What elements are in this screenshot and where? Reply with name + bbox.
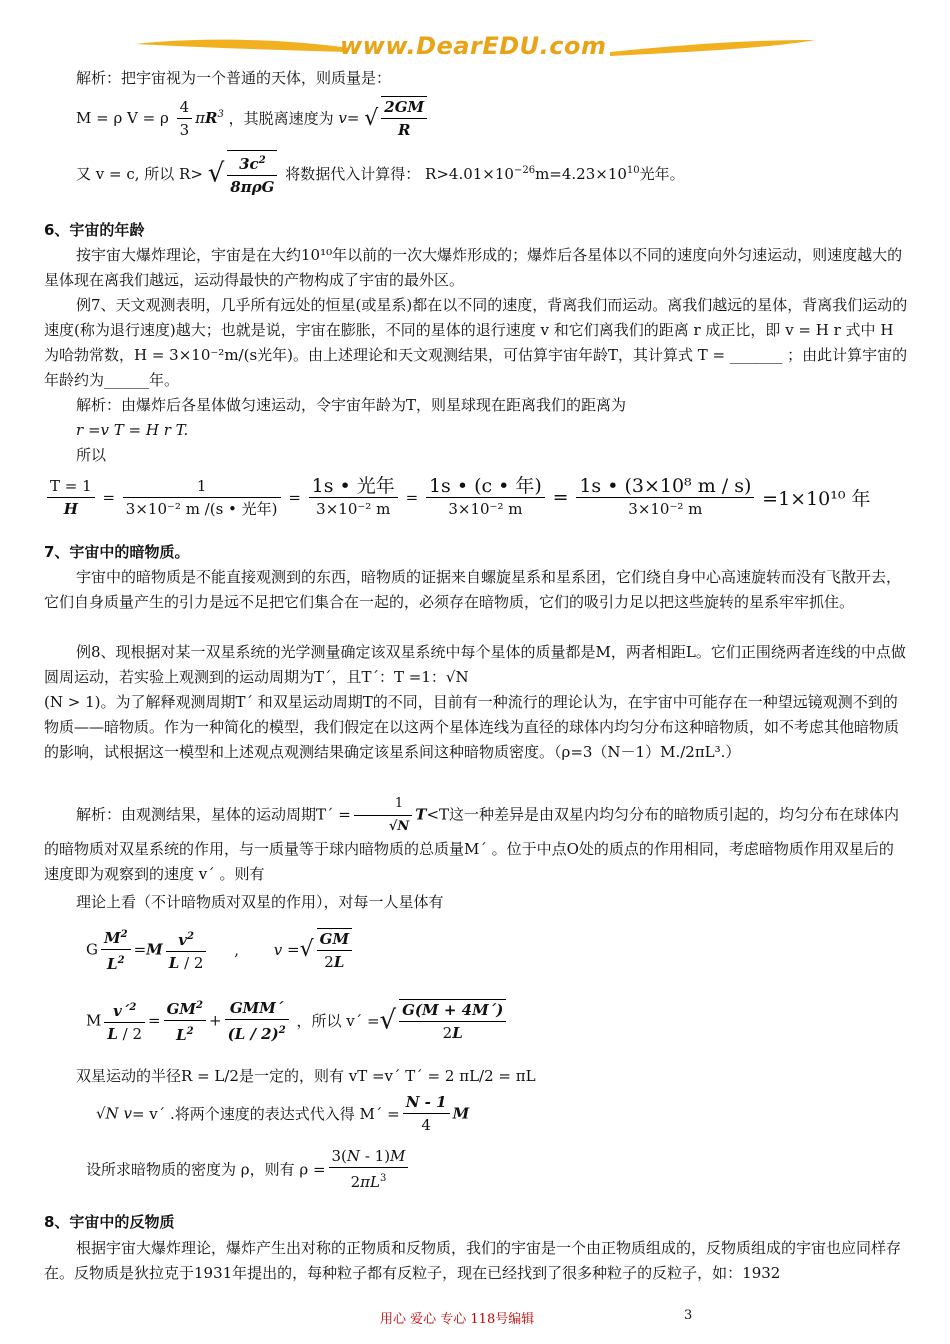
formula-line: r =v T = H r T. <box>76 421 189 439</box>
formula-lead: 又 v = c, 所以 R> <box>76 165 203 183</box>
formula-text: ，其脱离速度为 <box>228 109 334 128</box>
density-text: 设所求暗物质的密度为 ρ，则有 ρ = <box>86 1160 326 1179</box>
result-text-3: 光年。 <box>639 165 685 183</box>
t-frac4-num: 1s • (3×10⁸ m / s) <box>576 476 754 498</box>
analysis-body: <T这一种差异是由双星内均匀分布的暗物质引起的，均匀分布在球体内的暗物质对双星系统的作用，与一质量等于球内暗物质的总质量M´ 。位于中点O处的质点的作用相同，考虑暗物质作用双星后的速度即为观察到的速度 v´ 。则有 <box>44 805 900 883</box>
orbit-equation-1: G $\frac{M^2}{L^2}$ =M $\frac{v^2}{L / 2}$ , v =√ $\frac{GM}{2L}$ <box>86 925 355 975</box>
analysis-text: 解析：由爆炸后各星体做匀速运动，令宇宙年龄为T，则星球现在距离我们的距离为 <box>76 396 627 414</box>
footer-text: 用心 爱心 专心 118号编辑 <box>380 1312 535 1327</box>
t-frac4-den: 3×10⁻² m <box>628 500 703 518</box>
t-result: =1×10¹⁰ 年 <box>762 488 871 510</box>
orbit-equation-2: M $\frac{v´^2}{L / 2}$ = $\frac{GM^2}{L^2}$ + $\frac{\text{GMM´}}{(L / 2)^2}$ ，所以 v´ =√ $\frac{G(M + 4M´)}{2L}$ <box>86 996 509 1050</box>
paragraph: 根据宇宙大爆炸理论，爆炸产生出对称的正物质和反物质，我们的宇宙是一个由正物质组成的，反物质组成的宇宙也应同样存在。反物质是狄拉克于1931年提出的，每种粒子都有反粒子，现在已经找到了很多种粒子的反粒子，如：1932 <box>44 1239 902 1282</box>
radius-text: 双星运动的半径R = L/2是一定的，则有 vT =v´ T´ = 2 πL/2 = πL <box>76 1067 536 1085</box>
section-heading-6: 6、宇宙的年龄 <box>44 221 145 239</box>
theory-text: 理论上看（不计暗物质对双星的作用），对每一人星体有 <box>76 893 444 911</box>
paragraph: 按宇宙大爆炸理论，宇宙是在大约10¹⁰年以前的一次大爆炸形成的；爆炸后各星体以不同的速度向外匀速运动，则速度越大的星体现在离我们越远，运动得最快的产物构成了宇宙的最外区。 <box>44 246 903 289</box>
mass-formula: M = ρ V = ρ $\frac{4}{3}$ $\pi R^3$ ，其脱离速度为 v= √ $\frac{2GM}{R}$ <box>76 96 430 140</box>
example-8: 例8、现根据对某一双星系统的光学测量确定该双星系统中每个星体的质量都是M，两者相距L。它们正围绕两者连线的中点做圆周运动，若实验上观测到的运动周期为T´，且T´：T =1：√N <box>44 643 906 686</box>
density-result: 设所求暗物质的密度为 ρ，则有 ρ = $\frac{3(N - 1)M}{2\pi L^3}$ <box>86 1146 411 1196</box>
header-banner <box>130 30 820 68</box>
t-frac1-num: 1 <box>123 476 281 498</box>
result-text: 将数据代入计算得： R>4.01×10 <box>285 165 514 183</box>
section-heading-8: 8、宇宙中的反物质 <box>44 1213 175 1231</box>
example-7: 例7、天文观测表明，几乎所有远处的恒星(或星系)都在以不同的速度，背离我们而运动。离我们越远的星体，背离我们运动的速度(称为退行速度)越大；也就是说，宇宙在膨胀，不同的星体的退行速度 v 和它们离我们的距离 r 成正比，即 v = H r 式中 H 为哈勃常数，H = 3×10⁻²m/(s光年)。由上述理论和天文观测结果，可估算宇宙年龄T，其计算式 T = _______ ；由此计算宇宙的年龄约为______年。 <box>44 296 908 389</box>
t-frac2-num: 1s • 光年 <box>309 476 398 498</box>
t-frac3-den: 3×10⁻² m <box>448 500 523 518</box>
mass-result-text: = v´ .将两个速度的表达式代入得 M´ = <box>131 1105 400 1123</box>
t-frac2-den: 3×10⁻² m <box>316 500 391 518</box>
brand-logo: www.DearEDU.com <box>340 32 607 60</box>
exponent-2: 10 <box>626 165 640 176</box>
analysis-text: 解析：由观测结果，星体的运动周期T´ = $\frac{1}{√N}$ T<T这一种差异是由双星内均匀分布的暗物质引起的，均匀分布在球体内的暗物质对双星系统的作用，与一质量等于球内暗物质的总质量M´ 。位于中点O处的质点的作用相同，考虑暗物质作用双星后的速度即为观察到的速度 v´ 。则有 <box>44 796 900 883</box>
age-formula: $\frac{T = 1}{H}$ = $\frac{1}{\text{3×10⁻² m /(s • 光年)}}$ = $\frac{\text{1s • 光年}}{\text{3×10⁻² m}}$ = $\frac{\text{1s • (c • 年)}}{\text{3×10⁻² m}}$ = $\frac{\text{1s • (3×10⁸ m / s)}}{\text{3×10⁻² m}}$ =1×10¹⁰ 年 <box>44 476 871 532</box>
formula-lhs: M = ρ V = ρ <box>76 109 169 127</box>
paragraph: 宇宙中的暗物质是不能直接观测到的东西，暗物质的证据来自螺旋星系和星系团，它们绕自身中心高速旋转而没有飞散开去，它们自身质量产生的引力是远不足把它们集合在一起的，必须存在暗物质，它们的吸引力足以把这些旋转的星系牢牢抓住。 <box>44 568 902 611</box>
exponent: −26 <box>513 165 536 176</box>
result-text-2: m=4.23×10 <box>535 165 627 183</box>
analysis-text: 解析：把宇宙视为一个普通的天体，则质量是： <box>76 69 392 87</box>
so-text: 所以 <box>76 446 107 464</box>
analysis-lead: 解析：由观测结果，星体的运动周期T´ = <box>76 805 351 824</box>
t-frac3-num: 1s • (c • 年) <box>426 476 545 498</box>
page-number: 3 <box>684 1308 693 1323</box>
t-frac1-den: 3×10⁻² m /(s • 光年) <box>125 500 278 518</box>
example-8-cont: (N > 1)。为了解释观测周期T´ 和双星运动周期T的不同，目前有一种流行的理论认为，在宇宙中可能存在一种望远镜观测不到的物质——暗物质。作为一种简化的模型，我们假定在以这两个星体连线为直径的球体内均匀分布这种暗物质，如不考虑其他暗物质的影响，试根据这一模型和上述观点观测结果确定该星系间这种暗物质密度。（ρ=3（N－1）M./2πL³.） <box>44 693 900 761</box>
section-heading-7: 7、宇宙中的暗物质。 <box>44 543 190 561</box>
radius-formula: 又 v = c, 所以 R> √ $\frac{3c^2}{\text{8πρG}}$ 将数据代入计算得： $R>4.01\times 10^{-26}m=4.23\times 10^{10}$光年。 <box>76 150 685 200</box>
mass-result: √N v= v´ .将两个速度的表达式代入得 M´ = $\frac{N - 1}{4}$ M <box>96 1093 470 1134</box>
t-lhs: T = 1 <box>47 476 95 498</box>
